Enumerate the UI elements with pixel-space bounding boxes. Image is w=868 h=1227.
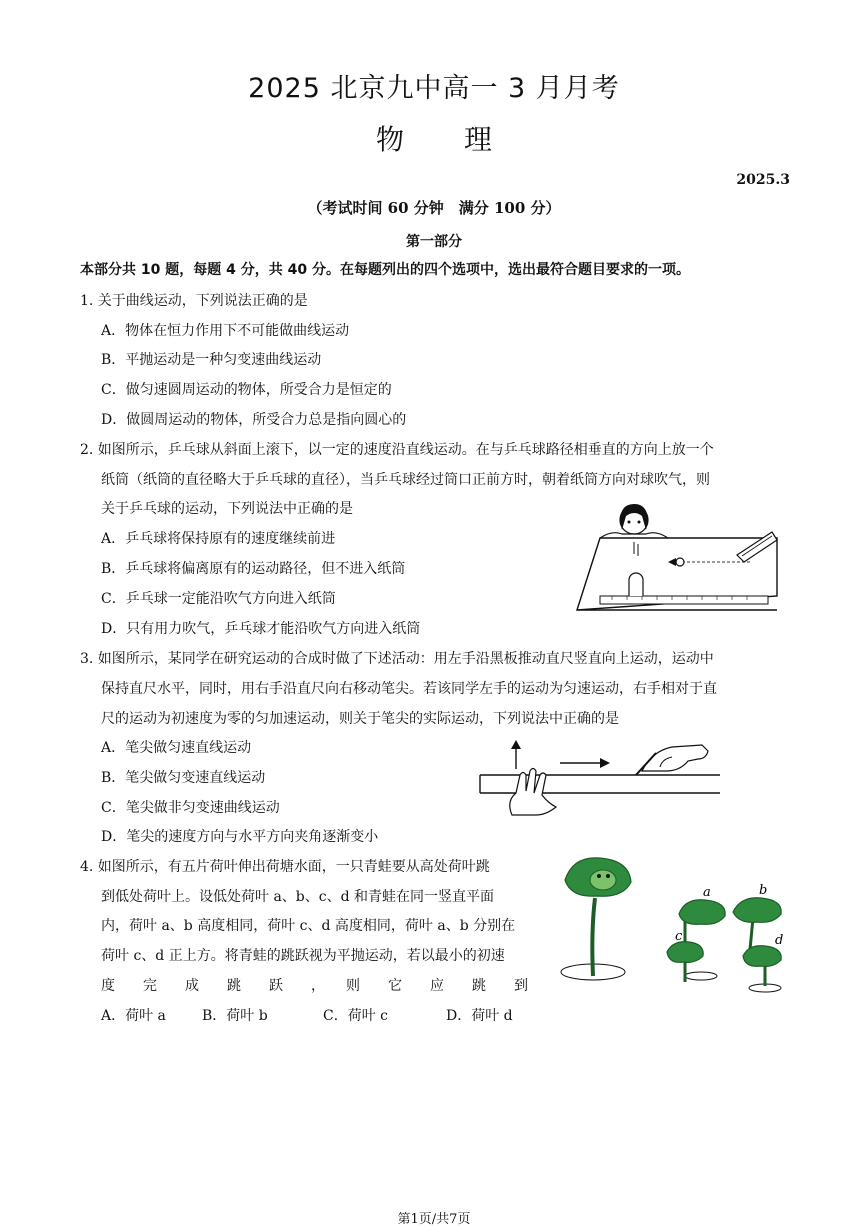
exam-title: 2025 北京九中高一 3 月月考 <box>248 73 620 104</box>
exam-info: （考试时间 60 分钟 满分 100 分） <box>307 199 561 217</box>
option-d: D．笔尖的速度方向与水平方向夹角逐渐变小 <box>101 829 379 845</box>
question-stem-cont: 荷叶 c、d 正上方。将青蛙的跳跃视为平抛运动，若以最小的初速 <box>101 948 505 964</box>
leaf-label-c: c <box>675 929 683 944</box>
question-stem-cont: 到低处荷叶上。设低处荷叶 a、b、c、d 和青蛙在同一竖直平面 <box>101 889 495 905</box>
question-stem-cont: 度 完 成 跳 跃 ， 则 它 应 跳 到 <box>101 978 528 994</box>
lotus-frog-figure <box>553 852 793 1002</box>
option-a: A．物体在恒力作用下不可能做曲线运动 <box>101 323 350 339</box>
question-stem-cont: 保持直尺水平，同时，用右手沿直尺向右移动笔尖。若该同学左手的运动为匀速运动，右手相对于直 <box>101 681 717 697</box>
question-stem: 3. 如图所示，某同学在研究运动的合成时做了下述活动：用左手沿黑板推动直尺竖直向上运动，运动中 <box>80 651 714 667</box>
option-b: B．乒乓球将偏离原有的运动路径，但不进入纸筒 <box>101 561 406 577</box>
question-stem-cont: 纸筒（纸筒的直径略大于乒乓球的直径），当乒乓球经过筒口正前方时，朝着纸筒方向对球吹气，则 <box>101 472 710 488</box>
subject-title: 物理 <box>375 123 552 156</box>
option-c: C．做匀速圆周运动的物体，所受合力是恒定的 <box>101 382 392 398</box>
option-d: D．只有用力吹气，乒乓球才能沿吹气方向进入纸筒 <box>101 621 421 637</box>
question-stem-cont: 尺的运动为初速度为零的匀加速运动，则关于笔尖的实际运动，下列说法中正确的是 <box>101 711 619 727</box>
part-title: 第一部分 <box>406 234 462 250</box>
question-stem: 2. 如图所示，乒乓球从斜面上滚下，以一定的速度沿直线运动。在与乒乓球路径相垂直的方向上放一个 <box>80 442 714 458</box>
option-c: C．荷叶 c <box>323 1008 389 1024</box>
question-stem: 4. 如图所示，有五片荷叶伸出荷塘水面，一只青蛙要从高处荷叶跳 <box>80 859 490 875</box>
option-c: C．乒乓球一定能沿吹气方向进入纸筒 <box>101 591 336 607</box>
exam-date: 2025.3 <box>736 172 790 188</box>
option-d: D．荷叶 d <box>446 1008 513 1024</box>
option-b: B．荷叶 b <box>202 1008 268 1024</box>
pingpong-figure <box>572 500 782 616</box>
question-stem: 1. 关于曲线运动，下列说法正确的是 <box>80 293 308 309</box>
part-instructions: 本部分共 10 题，每题 4 分，共 40 分。在每题列出的四个选项中，选出最符合题目要求的一项。 <box>80 262 690 278</box>
option-a: A．笔尖做匀速直线运动 <box>101 740 252 756</box>
option-a: A．荷叶 a <box>101 1008 166 1024</box>
leaf-label-d: d <box>775 933 784 948</box>
question-stem-cont: 内，荷叶 a、b 高度相同，荷叶 c、d 高度相同，荷叶 a、b 分别在 <box>101 918 516 934</box>
question-stem-cont: 关于乒乓球的运动，下列说法中正确的是 <box>101 501 353 517</box>
leaf-label-a: a <box>703 885 711 900</box>
option-b: B．笔尖做匀变速直线运动 <box>101 770 266 786</box>
ruler-figure <box>476 737 724 817</box>
option-c: C．笔尖做非匀变速曲线运动 <box>101 800 280 816</box>
leaf-label-b: b <box>759 883 768 898</box>
option-d: D．做圆周运动的物体，所受合力总是指向圆心的 <box>101 412 407 428</box>
option-a: A．乒乓球将保持原有的速度继续前进 <box>101 531 336 547</box>
page-footer: 第1页/共7页 <box>397 1212 471 1227</box>
option-b: B．平抛运动是一种匀变速曲线运动 <box>101 352 322 368</box>
